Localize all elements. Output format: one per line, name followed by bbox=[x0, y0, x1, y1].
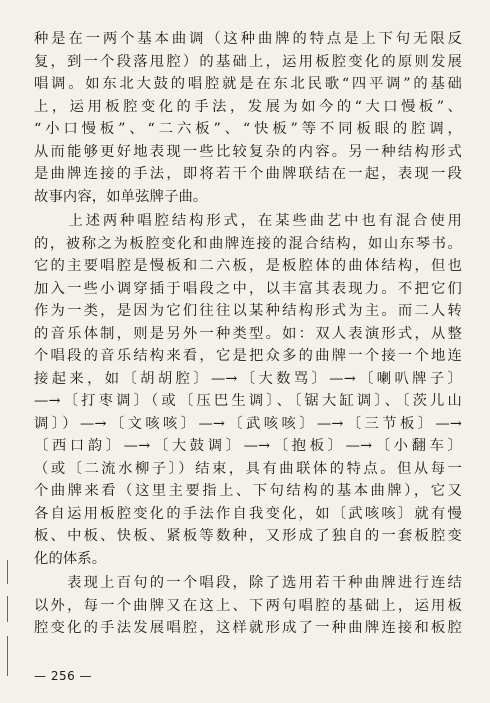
text-line: 它的主要唱腔是慢板和二六板，是板腔体的曲体结构，但也 bbox=[34, 258, 462, 274]
text-line: 化的体系。 bbox=[34, 550, 107, 567]
text-line: 的，被称之为板腔变化和曲牌连接的混合结构，如山东琴书。 bbox=[34, 235, 462, 252]
scan-gutter-mark bbox=[7, 560, 8, 584]
text-line: 调〕）—→〔文咳咳〕—→〔武咳咳〕—→〔三节板〕—→ bbox=[34, 415, 462, 432]
text-line: 腔变化的手法发展唱腔，这样就形成了一种曲牌连接和板腔 bbox=[34, 620, 462, 636]
text-line: 上，运用板腔变化的手法，发展为如今的“大口慢板”、 bbox=[34, 98, 462, 115]
text-line: 是曲牌连接的手法，即将若干个曲牌联结在一起，表现一段 bbox=[34, 166, 462, 182]
text-line: 故事内容，如单弦牌子曲。 bbox=[34, 188, 208, 205]
text-line: 上述两种唱腔结构形式，在某些曲艺中也有混合使用 bbox=[34, 213, 462, 229]
text-line: “小口慢板”、“二六板”、“快板”等不同板眼的腔调， bbox=[34, 121, 462, 137]
scan-gutter-mark bbox=[7, 596, 8, 622]
text-line: 作为一类，是因为它们往往以某种结构形式为主。而二人转 bbox=[34, 303, 462, 319]
body-text bbox=[34, 28, 462, 640]
text-line: —→〔打枣调〕（或〔压巴生调〕、〔锯大缸调〕、〔茨儿山 bbox=[34, 393, 462, 409]
paragraph bbox=[34, 28, 462, 208]
text-line: 唱调。如东北大鼓的唱腔就是在东北民歌“四平调”的基础 bbox=[34, 76, 462, 92]
page-number: — 256 — bbox=[34, 669, 93, 683]
scan-gutter-mark bbox=[7, 636, 8, 676]
paragraph bbox=[34, 210, 462, 570]
text-line: 加入一些小调穿插于唱段之中，以丰富其表现力。不把它们 bbox=[34, 280, 462, 297]
text-line: 个曲牌来看（这里主要指上、下句结构的基本曲牌），它又 bbox=[34, 483, 462, 499]
text-line: 表现上百句的一个唱段，除了选用若干种曲牌进行连结 bbox=[34, 575, 462, 591]
text-line: 以外，每一个曲牌又在这上、下两句唱腔的基础上，运用板 bbox=[34, 597, 462, 614]
text-line: 复，到一个段落甩腔）的基础上，运用板腔变化的原则发展 bbox=[34, 53, 462, 70]
text-line: 板、中板、快板、紧板等数种，又形成了独自的一套板腔变 bbox=[34, 528, 462, 544]
text-line: 个唱段的音乐结构来看，它是把众多的曲牌一个接一个地连 bbox=[34, 348, 462, 364]
text-line: 从而能够更好地表现一些比较复杂的内容。另一种结构形式 bbox=[34, 143, 462, 160]
text-line: 〔西口韵〕—→〔大鼓调〕—→〔抱板〕—→〔小翻车〕 bbox=[34, 438, 462, 454]
text-line: 种是在一两个基本曲调（这种曲牌的特点是上下句无限反 bbox=[34, 31, 462, 47]
paragraph bbox=[34, 572, 462, 640]
text-line: 各自运用板腔变化的手法作自我变化，如〔武咳咳〕就有慢 bbox=[34, 505, 462, 522]
text-line: （或〔二流水柳子〕）结束，具有曲联体的特点。但从每一 bbox=[34, 460, 462, 477]
text-line: 接起来，如〔胡胡腔〕—→〔大数骂〕—→〔喇叭牌子〕 bbox=[34, 370, 462, 387]
text-line: 的音乐体制，则是另外一种类型。如：双人表演形式，从整 bbox=[34, 325, 462, 342]
